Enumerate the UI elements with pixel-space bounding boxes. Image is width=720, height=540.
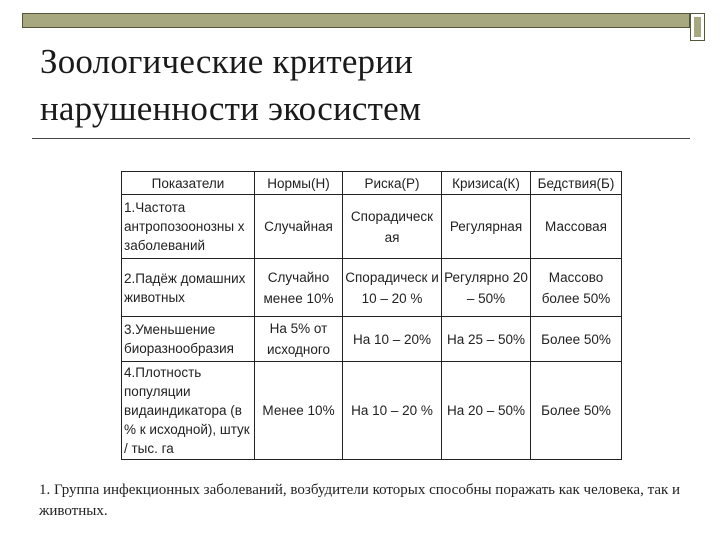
slide-title-line-1: Зоологические критерии: [40, 42, 414, 81]
title-divider: [32, 138, 690, 139]
row-norm-value: На 5% от исходного: [255, 317, 343, 362]
slide-title-line-2: нарушенности экосистем: [40, 89, 422, 128]
header-crisis: Кризиса(К): [442, 172, 531, 195]
row-disaster-value: Массово более 50%: [531, 259, 622, 317]
row-crisis-value: Регулярная: [442, 195, 531, 259]
row-crisis-value: На 20 – 50%: [442, 362, 531, 460]
row-norm-value: Менее 10%: [255, 362, 343, 460]
row-risk-value: На 10 – 20%: [343, 317, 442, 362]
decorative-top-bar: [22, 13, 690, 28]
table-row: [122, 362, 622, 460]
row-crisis-value: На 25 – 50%: [442, 317, 531, 362]
row-indicator: 4.Плотность популяции видаиндикатора (в % к исходной), штук / тыс. га: [122, 362, 255, 460]
slide-title: [40, 38, 421, 132]
table-row: [122, 195, 622, 259]
row-risk-value: Спорадическ и 10 – 20 %: [343, 259, 442, 317]
table-header-row: [122, 172, 622, 195]
row-norm-value: Случайная: [255, 195, 343, 259]
row-indicator: 2.Падёж домашних животных: [122, 259, 255, 317]
row-disaster-value: Более 50%: [531, 362, 622, 460]
row-risk-value: Спорадическ ая: [343, 195, 442, 259]
row-norm-value: Случайно менее 10%: [255, 259, 343, 317]
table-row: [122, 259, 622, 317]
row-indicator: 3.Уменьшение биоразнообразия: [122, 317, 255, 362]
header-risk: Риска(Р): [343, 172, 442, 195]
row-indicator: 1.Частота антропозоонозны х заболеваний: [122, 195, 255, 259]
criteria-table: [121, 171, 622, 460]
decorative-corner-square: [690, 13, 705, 41]
row-disaster-value: Более 50%: [531, 317, 622, 362]
row-disaster-value: Массовая: [531, 195, 622, 259]
footnote: 1. Группа инфекционных заболеваний, возбудители которых способны поражать как человека, так и животных.: [39, 482, 681, 519]
row-risk-value: На 10 – 20 %: [343, 362, 442, 460]
header-indicators: Показатели: [122, 172, 255, 195]
row-crisis-value: Регулярно 20 – 50%: [442, 259, 531, 317]
header-disaster: Бедствия(Б): [531, 172, 622, 195]
table-row: [122, 317, 622, 362]
header-norm: Нормы(Н): [255, 172, 343, 195]
